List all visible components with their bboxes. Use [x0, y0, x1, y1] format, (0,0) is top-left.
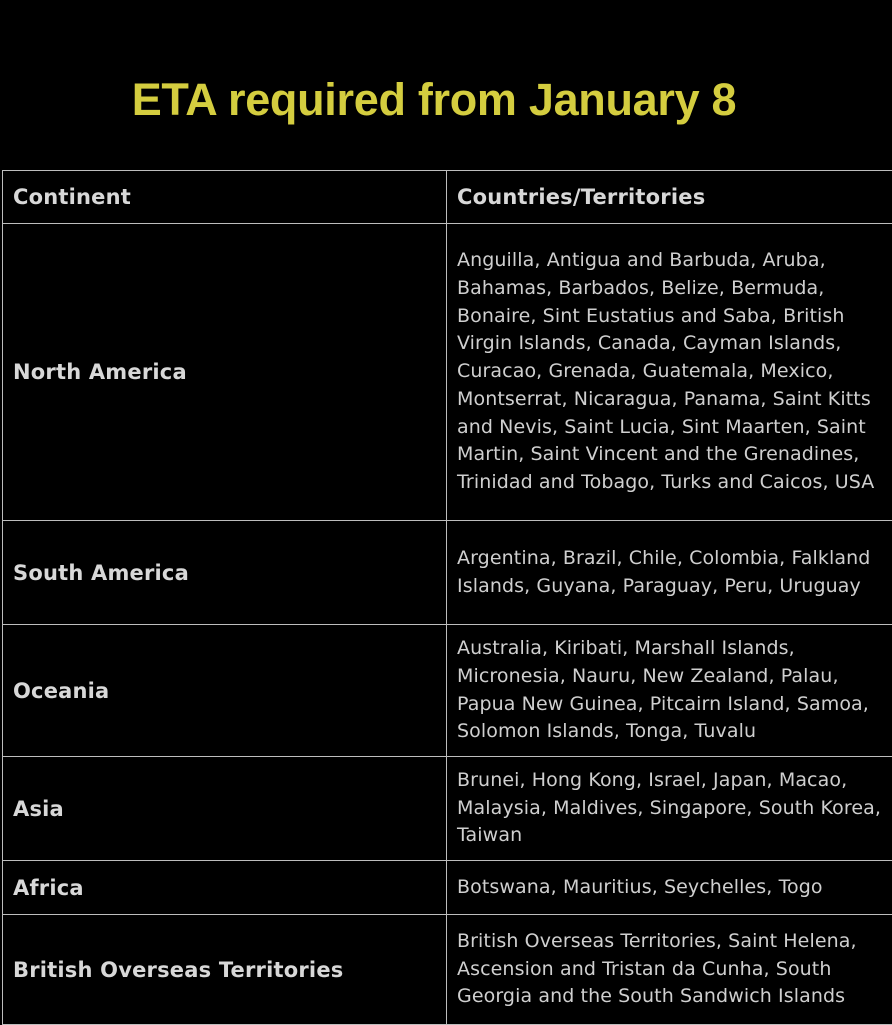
table-header-row	[3, 171, 892, 224]
table-row	[3, 757, 892, 861]
countries-cell: Brunei, Hong Kong, Israel, Japan, Macao, Malaysia, Maldives, Singapore, South Korea, Taiwan	[447, 757, 892, 861]
table-row	[3, 625, 892, 757]
table-row	[3, 521, 892, 625]
table-row	[3, 861, 892, 915]
table-row	[3, 224, 892, 521]
countries-cell: Botswana, Mauritius, Seychelles, Togo	[447, 861, 892, 915]
continent-cell: North America	[3, 224, 447, 521]
page-title: ETA required from January 8	[0, 70, 868, 130]
header-continent: Continent	[3, 171, 447, 224]
continent-cell: Africa	[3, 861, 447, 915]
eta-countries-table	[2, 170, 892, 1025]
continent-cell: Asia	[3, 757, 447, 861]
countries-cell: Anguilla, Antigua and Barbuda, Aruba, Bahamas, Barbados, Belize, Bermuda, Bonaire, Sint Eustatius and Saba, British Virgin Islands, Canada, Cayman Islands, Curacao, Grenada, Guatemala, Mexico, Montserrat, Nicaragua, Panama, Saint Kitts and Nevis, Saint Lucia, Sint Maarten, Saint Martin, Saint Vincent and the Grenadines, Trinidad and Tobago, Turks and Caicos, USA	[447, 224, 892, 521]
countries-cell: Argentina, Brazil, Chile, Colombia, Falkland Islands, Guyana, Paraguay, Peru, Uruguay	[447, 521, 892, 625]
table-row	[3, 915, 892, 1025]
continent-cell: South America	[3, 521, 447, 625]
countries-cell: Australia, Kiribati, Marshall Islands, Micronesia, Nauru, New Zealand, Palau, Papua New Guinea, Pitcairn Island, Samoa, Solomon Islands, Tonga, Tuvalu	[447, 625, 892, 757]
countries-cell: British Overseas Territories, Saint Helena, Ascension and Tristan da Cunha, South Georgia and the South Sandwich Islands	[447, 915, 892, 1025]
continent-cell: British Overseas Territories	[3, 915, 447, 1025]
continent-cell: Oceania	[3, 625, 447, 757]
header-countries: Countries/Territories	[447, 171, 892, 224]
